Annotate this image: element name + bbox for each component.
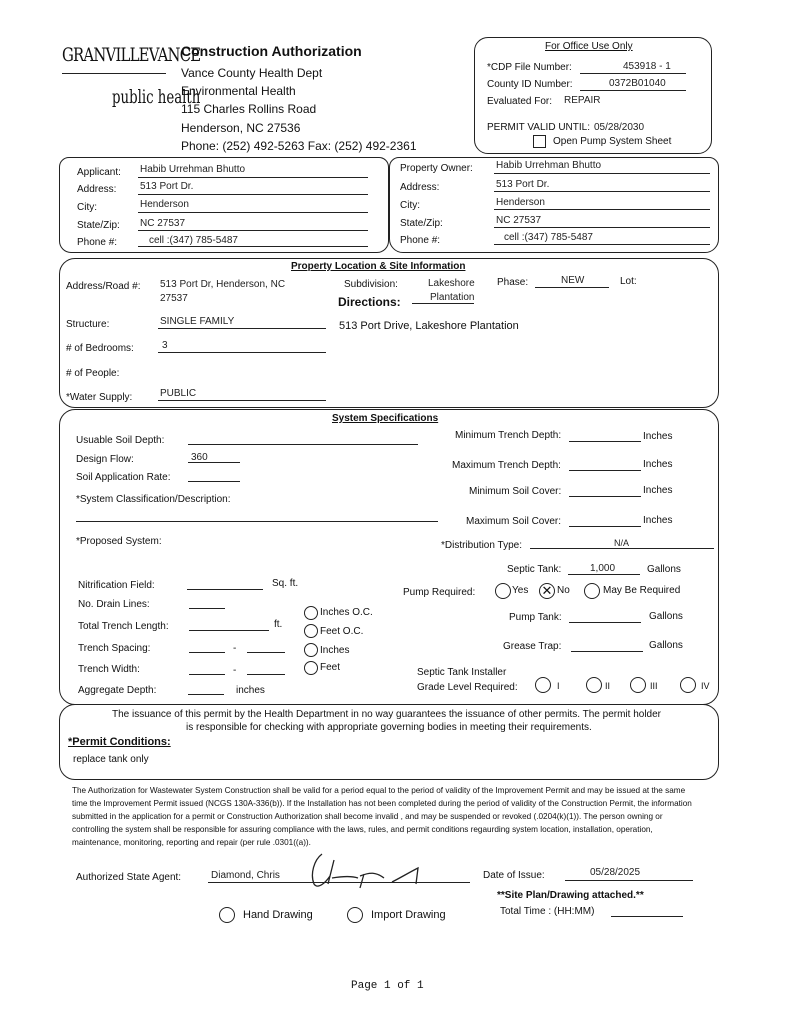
soil-app-rate-line: [188, 481, 240, 482]
min-trench-line: [569, 441, 641, 442]
installer-label-line2: Grade Level Required:: [417, 682, 518, 693]
owner-address-line: [494, 191, 710, 192]
installer-label-line1: Septic Tank Installer: [417, 667, 507, 678]
agent-label: Authorized State Agent:: [76, 872, 182, 883]
total-time-line: [611, 916, 683, 917]
applicant-city-value[interactable]: Henderson: [140, 199, 189, 210]
pump-no-radio-selected[interactable]: ✕: [539, 583, 555, 599]
trench-width-label: Trench Width:: [78, 664, 140, 675]
bedrooms-value[interactable]: 3: [162, 340, 168, 351]
owner-address-label: Address:: [400, 182, 440, 193]
hand-drawing-radio[interactable]: [219, 907, 235, 923]
grade-1-radio[interactable]: [535, 677, 551, 693]
page-number: Page 1 of 1: [351, 980, 424, 992]
cdp-value[interactable]: 453918 - 1: [623, 61, 671, 72]
lot-label: Lot:: [620, 276, 637, 287]
applicant-label: Applicant:: [77, 167, 121, 178]
min-cover-unit: Inches: [643, 485, 673, 496]
issue-date-line: [565, 880, 693, 881]
dept-city: Henderson, NC 27536: [181, 121, 301, 135]
min-cover-label: Minimum Soil Cover:: [469, 486, 562, 497]
pump-tank-unit: Gallons: [649, 611, 683, 622]
agent-name[interactable]: Diamond, Chris: [211, 870, 280, 881]
trench-width-line2: [247, 674, 285, 675]
import-drawing-radio[interactable]: [347, 907, 363, 923]
grade-4-radio[interactable]: [680, 677, 696, 693]
unit-feet-oc-radio[interactable]: [304, 624, 318, 638]
agency-logo-line2: public health: [112, 86, 201, 108]
max-cover-label: Maximum Soil Cover:: [466, 516, 562, 527]
unit-inches-radio[interactable]: [304, 643, 318, 657]
bedrooms-label: # of Bedrooms:: [66, 343, 134, 354]
grease-trap-line: [571, 651, 643, 652]
phase-value[interactable]: NEW: [561, 275, 585, 286]
design-flow-value[interactable]: 360: [191, 452, 208, 463]
site-plan-note: **Site Plan/Drawing attached.**: [497, 890, 644, 901]
classification-line: [76, 521, 438, 522]
max-cover-line: [569, 526, 641, 527]
trench-length-label: Total Trench Length:: [78, 621, 169, 632]
people-label: # of People:: [66, 368, 120, 379]
bedrooms-line: [158, 352, 326, 353]
grade-3-label: III: [650, 681, 658, 691]
import-drawing-label: Import Drawing: [371, 909, 446, 921]
unit-feet-radio[interactable]: [304, 661, 318, 675]
county-id-label: County ID Number:: [487, 79, 573, 90]
applicant-statezip-line: [138, 230, 368, 231]
directions-value[interactable]: 513 Port Drive, Lakeshore Plantation: [339, 320, 519, 332]
nitrification-label: Nitrification Field:: [78, 580, 155, 591]
unit-feet-oc-label: Feet O.C.: [320, 626, 364, 637]
evaluated-label: Evaluated For:: [487, 96, 553, 107]
aggregate-label: Aggregate Depth:: [78, 685, 157, 696]
county-id-value[interactable]: 0372B01040: [609, 78, 666, 89]
applicant-value[interactable]: Habib Urrehman Bhutto: [140, 164, 246, 175]
soil-depth-label: Usuable Soil Depth:: [76, 435, 165, 446]
owner-statezip-value[interactable]: NC 27537: [496, 215, 542, 226]
structure-label: Structure:: [66, 319, 110, 330]
drain-lines-label: No. Drain Lines:: [78, 599, 150, 610]
dept-name: Vance County Health Dept: [181, 66, 323, 80]
drain-lines-line: [189, 608, 225, 609]
directions-label: Directions:: [338, 295, 401, 309]
unit-feet-label: Feet: [320, 662, 341, 673]
grease-trap-unit: Gallons: [649, 640, 683, 651]
pump-maybe-radio[interactable]: [584, 583, 600, 599]
site-info-title: Property Location & Site Information: [291, 261, 466, 272]
unit-inches-oc-label: Inches O.C.: [320, 607, 373, 618]
agency-logo-line1: GRANVILLEVANCE: [62, 44, 201, 66]
trench-length-line: [189, 630, 269, 631]
applicant-phone-label: Phone #:: [77, 237, 118, 248]
trench-spacing-dash: -: [233, 643, 237, 654]
grade-1-label: I: [557, 681, 560, 691]
min-cover-line: [569, 496, 641, 497]
logo-rule: [62, 73, 166, 74]
applicant-address-label: Address:: [77, 184, 117, 195]
pump-tank-line: [569, 622, 641, 623]
applicant-statezip-value[interactable]: NC 27537: [140, 218, 186, 229]
site-address-label: Address/Road #:: [66, 281, 141, 292]
pump-sheet-label: Open Pump System Sheet: [553, 136, 672, 147]
trench-width-dash: -: [233, 665, 237, 676]
pump-no-label: No: [557, 585, 570, 596]
applicant-phone-value[interactable]: cell :(347) 785-5487: [149, 235, 238, 246]
max-trench-unit: Inches: [643, 459, 673, 470]
issue-date-label: Date of Issue:: [483, 870, 545, 881]
disclaimer-line1: The issuance of this permit by the Health Department in no way guarantees the issuance of other permits. The permit holder: [112, 709, 661, 720]
unit-inches-label: Inches: [320, 645, 350, 656]
directions-rule: [412, 303, 474, 304]
signature: [300, 848, 430, 890]
conditions-text[interactable]: replace tank only: [73, 754, 149, 765]
pump-required-label: Pump Required:: [403, 587, 476, 598]
dept-street: 115 Charles Rollins Road: [181, 102, 317, 116]
soil-app-rate-label: Soil Application Rate:: [76, 472, 171, 483]
division-name: Environmental Health: [181, 84, 296, 98]
soil-depth-line: [188, 444, 418, 445]
cdp-underline: [580, 73, 686, 74]
design-flow-label: Design Flow:: [76, 454, 134, 465]
trench-spacing-line2: [247, 652, 285, 653]
septic-tank-label: Septic Tank:: [507, 564, 562, 575]
office-use-title: For Office Use Only: [545, 41, 633, 52]
proposed-system-label: *Proposed System:: [76, 536, 162, 547]
phase-label: Phase:: [497, 277, 529, 288]
cdp-label: *CDP File Number:: [487, 62, 572, 73]
system-specs-title: System Specifications: [332, 413, 439, 424]
disclaimer-line2: is responsible for checking with appropriate governing bodies in meeting their requirements.: [186, 722, 592, 733]
septic-tank-value[interactable]: 1,000: [590, 563, 616, 574]
site-address-line1[interactable]: 513 Port Dr, Henderson, NC: [160, 279, 286, 290]
conditions-title: *Permit Conditions:: [68, 736, 171, 748]
distribution-label: *Distribution Type:: [441, 540, 522, 551]
page-title: Construction Authorization: [181, 43, 362, 59]
pump-maybe-label: May Be Required: [603, 585, 681, 596]
distribution-value[interactable]: N/A: [614, 538, 630, 548]
grade-2-radio[interactable]: [586, 677, 602, 693]
owner-phone-line: [494, 244, 710, 245]
min-trench-label: Minimum Trench Depth:: [455, 430, 562, 441]
structure-value[interactable]: SINGLE FAMILY: [160, 316, 235, 327]
applicant-address-line: [138, 194, 368, 195]
pump-sheet-checkbox[interactable]: [533, 135, 546, 148]
grade-3-radio[interactable]: [630, 677, 646, 693]
owner-address-value[interactable]: 513 Port Dr.: [496, 179, 550, 190]
phase-line: [535, 287, 609, 288]
structure-line: [158, 328, 326, 329]
legal-text: The Authorization for Wastewater System Construction shall be valid for a period equal to the period of validity of the Improvement Permit and may be issued at the same time the Improvement Permit issued (NCGS 130A-336(b)). If the Installation has not been completed during the period of validity of the Construction Permit, the information submitted in the application for a permit or Construction Authorization shall become invalid , and may be suspended or revoked (.0204(k)(1)). The person owning or controlling the system shall be responsible for assuring compliance with the laws, rules, and permit conditions regaurding system location, installation, operation, maintenance, monitoring, reporting and repair (per rule .0301((a)).: [72, 786, 692, 847]
water-supply-label: *Water Supply:: [66, 392, 133, 403]
max-trench-label: Maximum Trench Depth:: [452, 460, 561, 471]
pump-tank-label: Pump Tank:: [509, 612, 562, 623]
subdivision-line1[interactable]: Lakeshore: [428, 278, 475, 289]
owner-city-line: [494, 209, 710, 210]
owner-statezip-line: [494, 227, 710, 228]
applicant-address-value[interactable]: 513 Port Dr.: [140, 181, 194, 192]
subdivision-line2[interactable]: Plantation: [430, 292, 475, 303]
min-trench-unit: Inches: [643, 431, 673, 442]
aggregate-unit: inches: [236, 685, 265, 696]
owner-value[interactable]: Habib Urrehman Bhutto: [496, 160, 602, 171]
nitrification-unit: Sq. ft.: [272, 578, 299, 589]
trench-spacing-line1: [189, 652, 225, 653]
water-supply-value[interactable]: PUBLIC: [160, 388, 197, 399]
total-time-label: Total Time : (HH:MM): [500, 906, 595, 917]
trench-spacing-label: Trench Spacing:: [78, 643, 151, 654]
classification-label: *System Classification/Description:: [76, 494, 231, 505]
pump-yes-radio[interactable]: [495, 583, 511, 599]
dept-phone: Phone: (252) 492-5263 Fax: (252) 492-2361: [181, 139, 417, 153]
grade-4-label: IV: [701, 681, 710, 691]
owner-phone-value[interactable]: cell :(347) 785-5487: [504, 232, 593, 243]
valid-until-label: PERMIT VALID UNTIL:: [487, 122, 590, 133]
nitrification-line: [187, 589, 263, 590]
septic-tank-unit: Gallons: [647, 564, 681, 575]
system-specs-box: [59, 409, 719, 705]
issue-date-value[interactable]: 05/28/2025: [590, 867, 641, 878]
aggregate-line: [188, 694, 224, 695]
max-trench-line: [569, 470, 641, 471]
trench-length-unit: ft.: [274, 619, 283, 630]
grease-trap-label: Grease Trap:: [503, 641, 562, 652]
county-id-underline: [580, 90, 686, 91]
grade-2-label: II: [605, 681, 611, 691]
applicant-city-line: [138, 212, 368, 213]
max-cover-unit: Inches: [643, 515, 673, 526]
water-supply-line: [158, 400, 326, 401]
valid-until-value[interactable]: 05/28/2030: [594, 122, 645, 133]
owner-phone-label: Phone #:: [400, 235, 441, 246]
subdivision-label: Subdivision:: [344, 279, 398, 290]
applicant-line: [138, 177, 368, 178]
evaluated-value[interactable]: REPAIR: [564, 95, 601, 106]
applicant-statezip-label: State/Zip:: [77, 220, 120, 231]
unit-inches-oc-radio[interactable]: [304, 606, 318, 620]
hand-drawing-label: Hand Drawing: [243, 909, 313, 921]
site-address-line2[interactable]: 27537: [160, 293, 188, 304]
applicant-city-label: City:: [77, 202, 97, 213]
owner-city-label: City:: [400, 200, 420, 211]
pump-yes-label: Yes: [512, 585, 529, 596]
owner-city-value[interactable]: Henderson: [496, 197, 545, 208]
owner-label: Property Owner:: [400, 163, 473, 174]
trench-width-line1: [189, 674, 225, 675]
owner-line: [494, 173, 710, 174]
owner-statezip-label: State/Zip:: [400, 218, 443, 229]
